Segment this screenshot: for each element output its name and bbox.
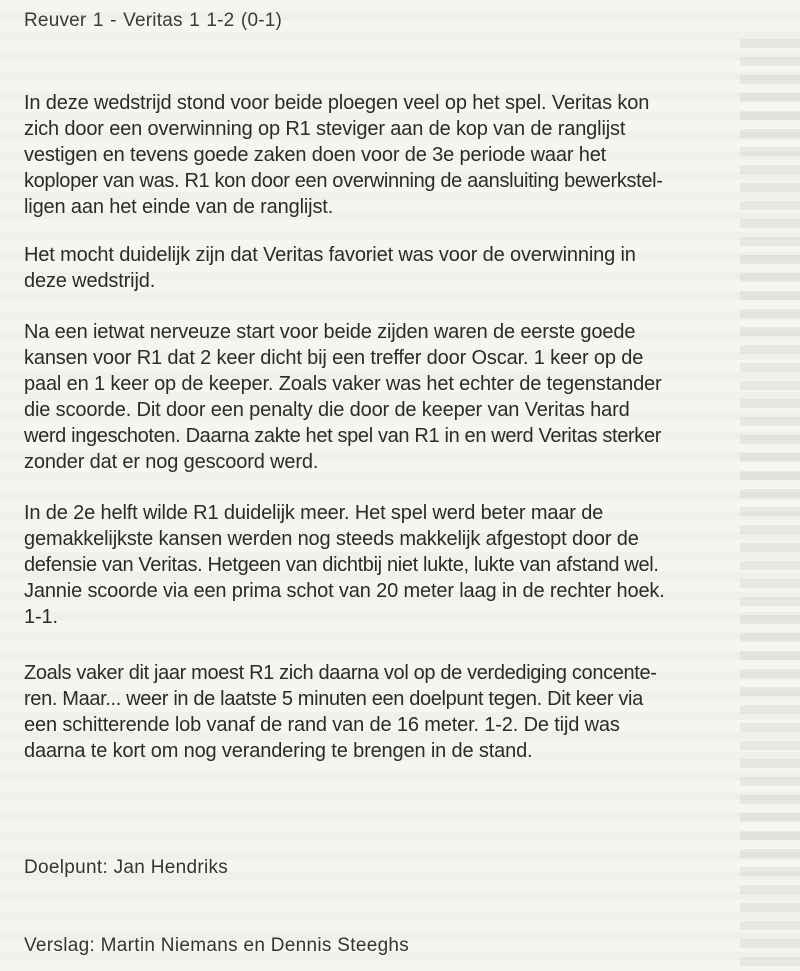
text-line: kansen voor R1 dat 2 keer dicht bij een treffer door Oscar. 1 keer op de <box>24 347 644 369</box>
text-line: koploper van was. R1 kon door een overwinning de aansluiting bewerkstel- <box>24 170 663 192</box>
text-line: zonder dat er nog gescoord werd. <box>24 451 319 473</box>
text-line: paal en 1 keer op de keeper. Zoals vaker was het echter de tegenstander <box>24 373 662 395</box>
report-authors: Verslag: Martin Niemans en Dennis Steeghs <box>24 935 410 956</box>
text-line: defensie van Veritas. Hetgeen van dichtbij niet lukte, lukte van afstand wel. <box>24 554 659 576</box>
text-line: gemakkelijkste kansen werden nog steeds makkelijk afgestopt door de <box>24 528 639 550</box>
goal-scorer: Doelpunt: Jan Hendriks <box>24 857 229 878</box>
text-line: zich door een overwinning op R1 steviger aan de kop van de ranglijst <box>24 118 626 140</box>
text-line: In deze wedstrijd stond voor beide ploegen veel op het spel. Veritas kon <box>24 92 650 114</box>
paragraph-intro <box>24 90 800 220</box>
text-line: ren. Maar... weer in de laatste 5 minuten een doelpunt tegen. Dit keer via <box>24 688 643 710</box>
text-line: een schitterende lob vanaf de rand van de 16 meter. 1-2. De tijd was <box>24 714 620 736</box>
paragraph-late-goal <box>24 660 800 764</box>
text-line: Jannie scoorde via een prima schot van 20 meter laag in de rechter hoek. <box>24 580 665 602</box>
paragraph-favorite <box>24 242 800 294</box>
text-line: 1-1. <box>24 606 58 628</box>
text-line: In de 2e helft wilde R1 duidelijk meer. Het spel werd beter maar de <box>24 502 604 524</box>
match-title: Reuver 1 - Veritas 1 1-2 (0-1) <box>24 10 283 31</box>
text-line: ligen aan het einde van de ranglijst. <box>24 196 334 218</box>
paragraph-second-half <box>24 500 800 630</box>
text-line: Het mocht duidelijk zijn dat Veritas favoriet was voor de overwinning in <box>24 244 636 266</box>
text-line: deze wedstrijd. <box>24 270 156 292</box>
text-line: die scoorde. Dit door een penalty die door de keeper van Veritas hard <box>24 399 630 421</box>
text-line: Zoals vaker dit jaar moest R1 zich daarna vol op de verdediging concente- <box>24 662 657 684</box>
text-line: werd ingeschoten. Daarna zakte het spel van R1 in en werd Veritas sterker <box>24 425 662 447</box>
paragraph-first-half <box>24 319 800 475</box>
text-line: vestigen en tevens goede zaken doen voor de 3e periode waar het <box>24 144 607 166</box>
text-line: daarna te kort om nog verandering te brengen in de stand. <box>24 740 533 762</box>
text-line: Na een ietwat nerveuze start voor beide zijden waren de eerste goede <box>24 321 636 343</box>
